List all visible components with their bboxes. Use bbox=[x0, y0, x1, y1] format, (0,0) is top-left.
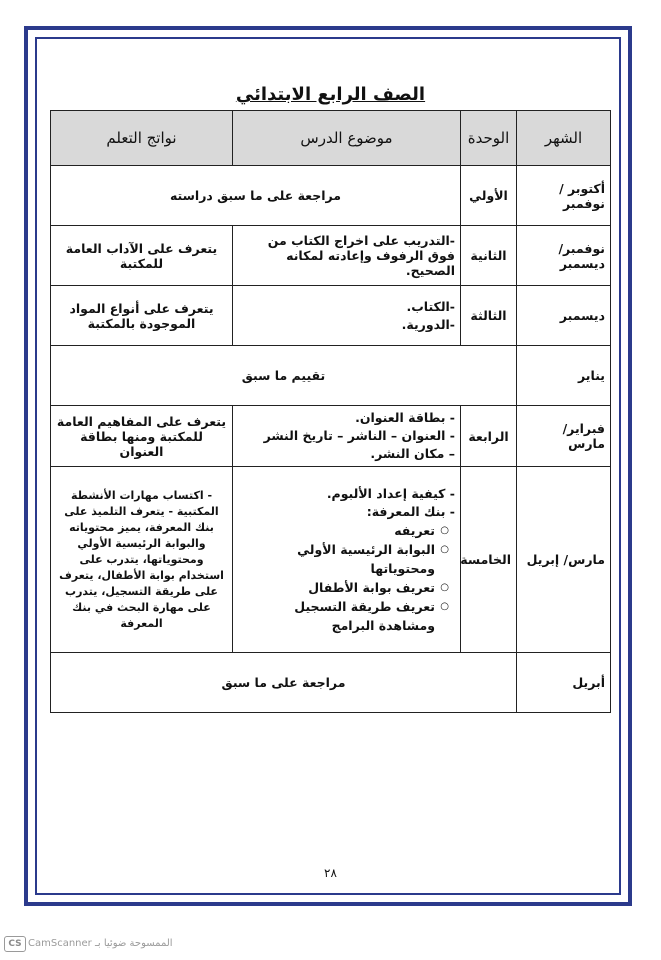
table-header-row bbox=[51, 111, 611, 166]
topic-line: - كيفية إعداد الألبوم. bbox=[326, 485, 455, 501]
header-outcomes: نواتج التعلم bbox=[51, 111, 233, 166]
topic-sub-item: ○ تعريفه bbox=[238, 521, 449, 540]
header-unit: الوحدة bbox=[461, 111, 517, 166]
row-topic bbox=[233, 467, 461, 653]
camscanner-watermark: CamScanner الممسوحة ضوئيا بـ bbox=[28, 938, 173, 949]
topic-line: - بنك المعرفة: bbox=[366, 503, 455, 519]
row-unit: الثانية bbox=[461, 226, 517, 286]
topic-line: - العنوان – الناشر – تاريخ النشر bbox=[263, 428, 455, 443]
row-month: أكتوبر / نوفمبر bbox=[517, 166, 611, 226]
row-unit: الأولي bbox=[461, 166, 517, 226]
table-row bbox=[51, 346, 611, 406]
table-row bbox=[51, 653, 611, 713]
row-unit: الرابعة bbox=[461, 406, 517, 467]
header-topic: موضوع الدرس bbox=[233, 111, 461, 166]
row-span-text: مراجعة على ما سبق دراسته bbox=[51, 166, 461, 226]
row-month: فبراير/ مارس bbox=[517, 406, 611, 467]
topic-line: – مكان النشر. bbox=[370, 446, 455, 461]
topic-sub-item: ○ البوابة الرئيسية الأولي ومحتوياتها bbox=[238, 540, 449, 578]
topic-line: -الدورية. bbox=[401, 316, 455, 332]
row-outcome: يتعرف على الآداب العامة للمكتبة bbox=[51, 226, 233, 286]
page-number: ٢٨ bbox=[324, 866, 337, 880]
row-span-text: تقييم ما سبق bbox=[51, 346, 517, 406]
curriculum-table bbox=[50, 110, 611, 713]
row-span-text: مراجعة على ما سبق bbox=[51, 653, 517, 713]
table-row bbox=[51, 226, 611, 286]
row-unit: الثالثة bbox=[461, 286, 517, 346]
row-month: أبريل bbox=[517, 653, 611, 713]
row-month: مارس/ إبريل bbox=[517, 467, 611, 653]
topic-sub-item: ○ تعريف طريقة التسجيل ومشاهدة البرامج bbox=[238, 597, 449, 635]
page-title: الصف الرابع الابتدائي bbox=[235, 84, 426, 105]
row-topic bbox=[233, 406, 461, 467]
row-outcome: - اكتساب مهارات الأنشطة المكتبية - يتعرف التلميذ على بنك المعرفة، يميز محتوياته والبوابة الرئيسية الأولي ومحتوياتها، يتدرب على استخدام بوابة الأطفال، يتعرف على طريقة التسجيل، يتدرب على مهارة البحث في بنك المعرفة bbox=[51, 467, 233, 653]
topic-line: - بطاقة العنوان. bbox=[355, 410, 455, 425]
row-month: يناير bbox=[517, 346, 611, 406]
topic-sublist bbox=[238, 521, 455, 635]
row-outcome: يتعرف على أنواع المواد الموجودة بالمكتبة bbox=[51, 286, 233, 346]
camscanner-logo: CS bbox=[4, 936, 26, 952]
table-row bbox=[51, 467, 611, 653]
table-row bbox=[51, 406, 611, 467]
row-outcome: يتعرف على المفاهيم العامة للمكتبة ومنها بطاقة العنوان bbox=[51, 406, 233, 467]
table-row bbox=[51, 286, 611, 346]
header-month: الشهر bbox=[517, 111, 611, 166]
row-unit: الخامسة bbox=[461, 467, 517, 653]
topic-sub-item: ○ تعريف بوابة الأطفال bbox=[238, 578, 449, 597]
row-month: ديسمبر bbox=[517, 286, 611, 346]
row-month: نوفمبر/ ديسمبر bbox=[517, 226, 611, 286]
topic-line: -الكتاب. bbox=[406, 298, 455, 314]
row-topic bbox=[233, 286, 461, 346]
table-row bbox=[51, 166, 611, 226]
row-topic: -التدريب على اخراج الكتاب من فوق الرفوف وإعادته لمكانه الصحيح. bbox=[233, 226, 461, 286]
